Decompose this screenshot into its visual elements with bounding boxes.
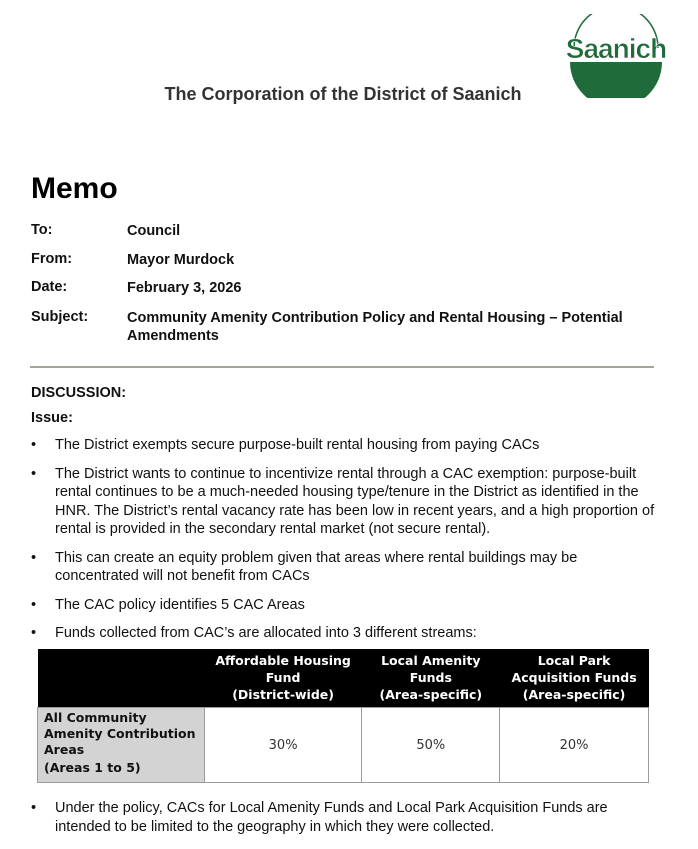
header-line: Funds <box>409 670 452 685</box>
bullet-icon: • <box>31 549 37 566</box>
header-value: Council <box>127 223 181 239</box>
header-value: February 3, 2026 <box>127 280 242 296</box>
bullet-text: Under the policy, CACs for Local Amenity Funds and Local Park Acquisition Funds are intended to be limited to the geography in which they were collected. <box>55 800 608 835</box>
row-label: All Community Amenity Contribution Areas <box>44 710 196 757</box>
cac-allocation-table <box>37 649 649 783</box>
header-value: Mayor Murdock <box>127 252 235 268</box>
list-item <box>31 799 661 836</box>
cell-local-amenity: 50% <box>362 708 500 783</box>
header-line: Acquisition Funds <box>511 670 637 685</box>
cell-affordable-housing: 30% <box>204 708 362 783</box>
final-bullet-list <box>31 799 661 846</box>
header-line: Fund <box>265 670 301 685</box>
header-label: To: <box>31 222 53 238</box>
discussion-heading: DISCUSSION: <box>31 385 127 401</box>
list-item <box>31 465 661 539</box>
header-line: (Area-specific) <box>379 687 483 702</box>
bullet-icon: • <box>31 437 37 453</box>
header-label: Date: <box>31 279 68 295</box>
row-sublabel: (Areas 1 to 5) <box>44 760 141 775</box>
header-line: Local Amenity <box>381 653 481 668</box>
bullet-icon: • <box>31 465 37 482</box>
bullet-text: The District exempts secure purpose-built rental housing from paying CACs <box>55 437 540 453</box>
header-line: (Area-specific) <box>522 687 626 702</box>
header-line: Affordable Housing <box>215 653 351 668</box>
bullet-text: This can create an equity problem given that areas where rental buildings may be concentrated will not benefit from CACs <box>55 549 578 584</box>
table-row <box>38 708 649 783</box>
bullet-icon: • <box>31 800 37 816</box>
bullet-icon: • <box>31 625 37 641</box>
issue-heading: Issue: <box>31 410 73 426</box>
logo-text: Saanich <box>565 33 667 64</box>
cell-local-park: 20% <box>500 708 649 783</box>
issue-bullet-list <box>31 436 661 653</box>
list-item <box>31 624 661 643</box>
header-line: Local Park <box>537 653 611 668</box>
table-header-row <box>38 649 649 708</box>
header-label: From: <box>31 251 73 267</box>
bullet-icon: • <box>31 596 37 613</box>
header-line: (District-wide) <box>232 687 334 702</box>
memo-title: Memo <box>31 172 118 205</box>
header-divider <box>30 366 654 368</box>
bullet-text: The District wants to continue to incentivize rental through a CAC exemption: purpose-built rental continues to be a much-needed housing type/tenure in the District as identified in the HNR. The District’s rental vacancy rate has been low in recent years, and a high proportion of rental is provided in the secondary rental market (not secure rental). <box>55 465 655 537</box>
bullet-text: The CAC policy identifies 5 CAC Areas <box>55 596 305 613</box>
organization-name: The Corporation of the District of Saanich <box>164 84 522 104</box>
list-item <box>31 596 661 615</box>
table-header-affordable-housing <box>204 649 362 708</box>
table-header-blank <box>38 649 205 708</box>
header-label: Subject: <box>31 309 89 325</box>
table-header-local-amenity <box>362 649 500 708</box>
table-header-local-park <box>500 649 649 708</box>
bullet-text: Funds collected from CAC’s are allocated into 3 different streams: <box>55 625 477 641</box>
header-value: Community Amenity Contribution Policy and Rental Housing – Potential Amendments <box>127 310 623 344</box>
row-header <box>38 708 205 783</box>
list-item <box>31 549 661 586</box>
list-item <box>31 436 661 455</box>
